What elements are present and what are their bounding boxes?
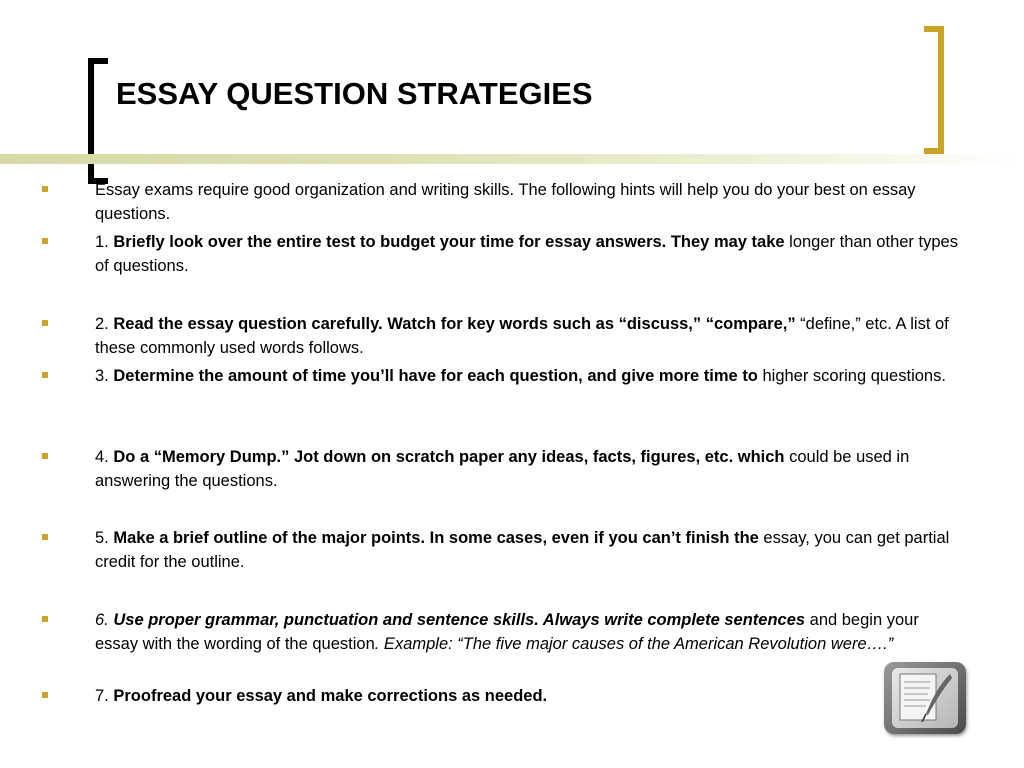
bullet-text: 7. Proofread your essay and make corrections as needed. [95,687,548,705]
bullet-square-icon [42,238,48,244]
bullet-text: 4. Do a “Memory Dump.” Jot down on scratch paper any ideas, facts, figures, etc. which could be used in answering the questions. [95,448,910,490]
scroll-quill-icon [884,662,966,734]
bullet-square-icon [42,453,48,459]
header-band [0,154,1024,164]
bullet-text: 3. Determine the amount of time you’ll have for each question, and give more time to higher scoring questions. [95,367,946,385]
bullet-square-icon [42,534,48,540]
bullet-square-icon [42,320,48,326]
bullet-text: 1. Briefly look over the entire test to budget your time for essay answers. They may take longer than other types of questions. [95,233,958,275]
slide-title: ESSAY QUESTION STRATEGIES [116,76,593,111]
bullet-text: 2. Read the essay question carefully. Watch for key words such as “discuss,” “compare,” “define,” etc. A list of these commonly used words follows. [95,315,949,357]
bullet-text: 5. Make a brief outline of the major points. In some cases, even if you can’t finish the essay, you can get partial credit for the outline. [95,529,950,571]
left-bracket [88,58,108,184]
bullet-square-icon [42,372,48,378]
bullet-text: Essay exams require good organization and writing skills. The following hints will help you do your best on essay questions. [95,181,916,223]
bullet-square-icon [42,186,48,192]
right-bracket [924,26,944,154]
bullet-square-icon [42,616,48,622]
bullet-square-icon [42,692,48,698]
bullet-text: 6. Use proper grammar, punctuation and sentence skills. Always write complete sentences and begin your essay with the wording of the question. Example: “The five major causes of the American Revolution were….” [95,611,919,653]
